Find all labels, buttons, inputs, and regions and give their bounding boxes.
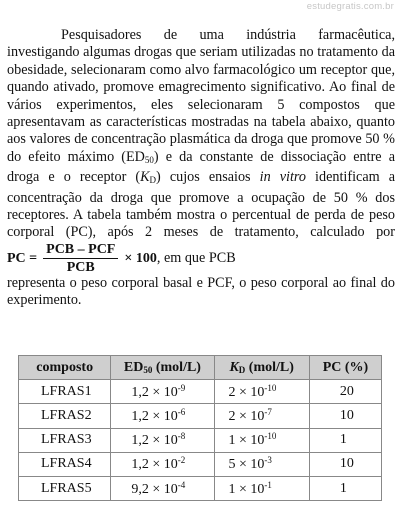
cell-composto: LFRAS4 xyxy=(19,452,111,476)
cell-pc: 10 xyxy=(309,452,381,476)
question-text xyxy=(7,27,395,310)
header-composto: composto xyxy=(19,356,111,380)
cell-kd: $5 \times 10^{-3}$ xyxy=(214,452,309,476)
cell-composto: LFRAS5 xyxy=(19,476,111,500)
cell-ed50: $1,2 \times 10^{-2}$ xyxy=(111,452,214,476)
table-row xyxy=(19,476,382,500)
table-row xyxy=(19,380,382,404)
formula-fraction: $\frac{\text{PCB – PCF}}{\text{PCB}}$ xyxy=(43,242,118,275)
cell-ed50: $9,2 \times 10^{-4}$ xyxy=(111,476,214,500)
header-pc: PC (%) xyxy=(309,356,381,380)
paragraph-main: Pesquisadores de uma indústria farmacêutica, investigando algumas drogas que seriam utilizadas no tratamento da obesidade, selecionaram como alvo farmacológico um receptor que, quando ativado, promove emagrecimento significativo. Ao final de vários experimentos, eles selecionaram 5 compostos que apresentavam as características mostradas na tabela abaixo, quanto aos valores de concentração plasmática da droga que promove 50 % do efeito máximo $(ED_{50})$ e da constante de dissociação entre a droga e o receptor $(K_D)$ cujos ensaios in vitro identificam a concentração da droga que promove a ocupação de 50 % dos receptores. A tabela também mostra o percentual de perda de peso corporal (PC), após 2 meses de tratamento, calculado por PC = $\frac{\text{PCB – PCF}}{\text{PCB}}$ × 100 , em que PCB xyxy=(7,27,395,275)
cell-composto: LFRAS1 xyxy=(19,380,111,404)
cell-kd: $1 \times 10^{-1}$ xyxy=(214,476,309,500)
table-row xyxy=(19,404,382,428)
cell-kd: $1 \times 10^{-10}$ xyxy=(214,428,309,452)
cell-ed50: $1,2 \times 10^{-6}$ xyxy=(111,404,214,428)
cell-pc: 10 xyxy=(309,404,381,428)
cell-ed50: $1,2 \times 10^{-8}$ xyxy=(111,428,214,452)
header-kd: $K_D$ (mol/L) xyxy=(214,356,309,380)
cell-pc: 1 xyxy=(309,476,381,500)
cell-kd: $2 \times 10^{-7}$ xyxy=(214,404,309,428)
cell-kd: $2 \times 10^{-10}$ xyxy=(214,380,309,404)
cell-composto: LFRAS3 xyxy=(19,428,111,452)
table-row xyxy=(19,452,382,476)
paragraph-end: representa o peso corporal basal e PCF, o peso corporal ao final do experimento. xyxy=(7,274,395,309)
cell-composto: LFRAS2 xyxy=(19,404,111,428)
cell-pc: 20 xyxy=(309,380,381,404)
header-ed50: $ED_{50}$ (mol/L) xyxy=(111,356,214,380)
compounds-table xyxy=(18,355,382,501)
watermark: estudegratis.com.br xyxy=(306,1,394,12)
cell-ed50: $1,2 \times 10^{-9}$ xyxy=(111,380,214,404)
cell-pc: 1 xyxy=(309,428,381,452)
pc-formula: PC = $\frac{\text{PCB – PCF}}{\text{PCB}}$ × 100 xyxy=(7,241,157,275)
table-row xyxy=(19,428,382,452)
table-header-row xyxy=(19,356,382,380)
